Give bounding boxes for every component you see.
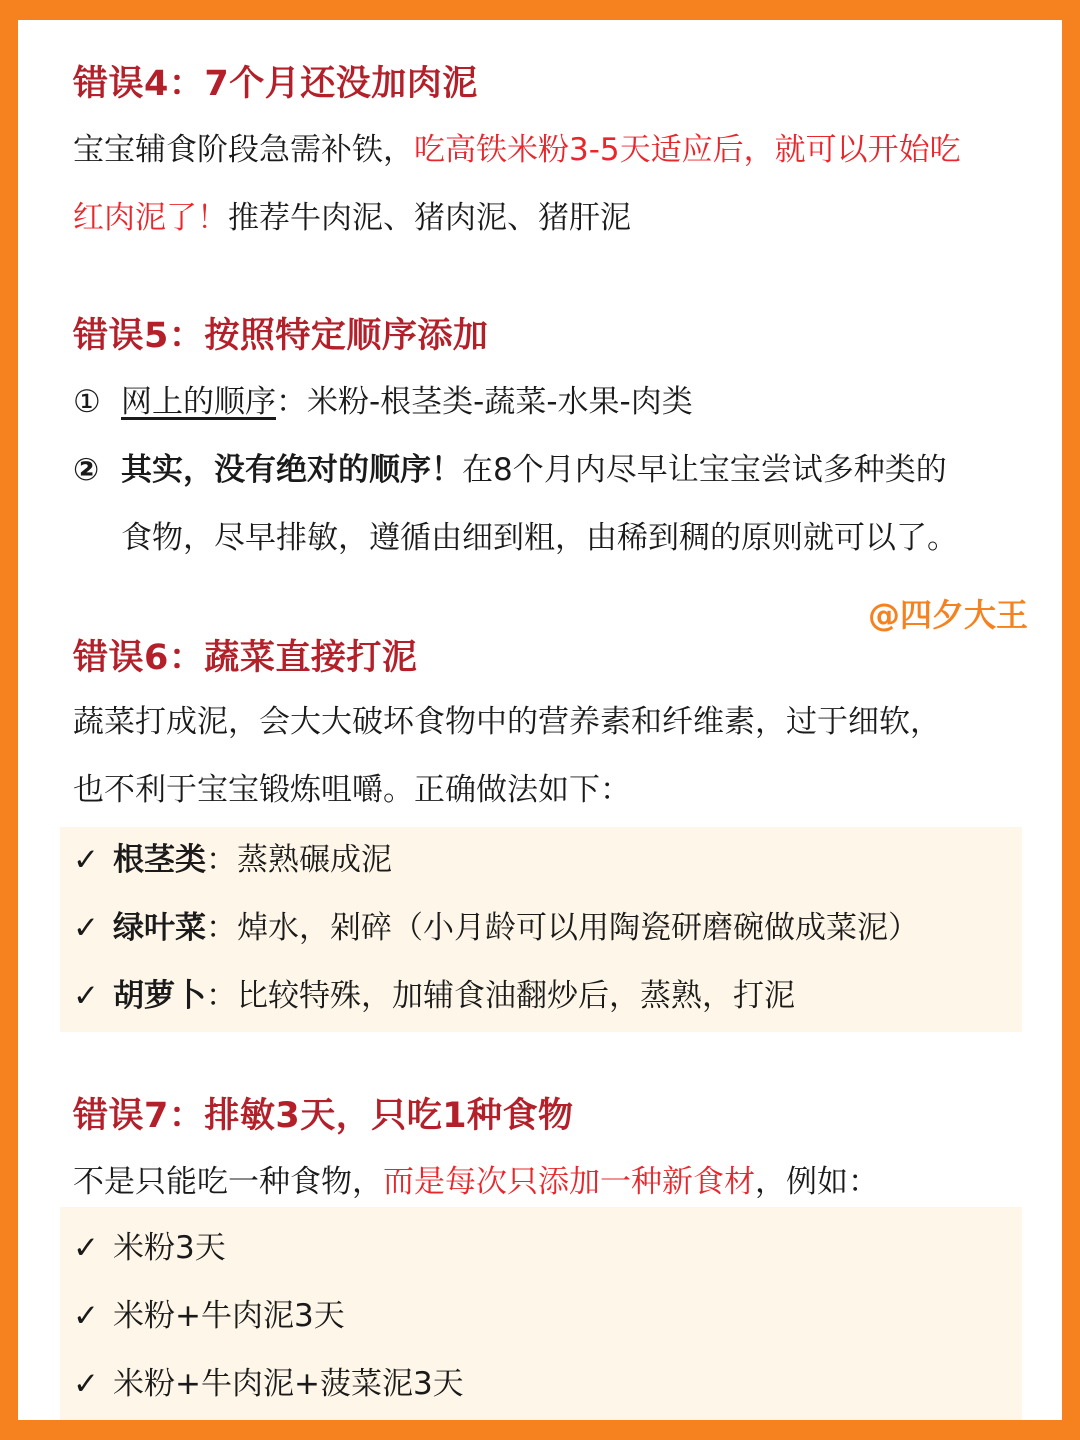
section4-paragraph-line1 (73, 116, 961, 184)
section6-check-1 (73, 826, 392, 894)
section5-item1-label: 网上的顺序 (121, 384, 276, 420)
number-1-icon: ① (73, 384, 101, 420)
section7-title: 错误7：排敏3天，只吃1种食物 (73, 1096, 574, 1136)
check-icon: ✓ (73, 1230, 99, 1266)
section5-item-2-cont: 食物，尽早排敏，遵循由细到粗，由稀到稠的原则就可以了。 (121, 520, 958, 556)
section5-item-1 (73, 368, 693, 436)
section4-highlight: 吃高铁米粉3-5天适应后，就可以开始吃 (414, 132, 961, 168)
check-text: ：比较特殊，加辅食油翻炒后，蒸熟，打泥 (206, 978, 795, 1014)
section4-highlight-2: 红肉泥了！ (73, 200, 228, 236)
check-label: 绿叶菜 (113, 910, 206, 946)
check-text: 米粉+牛肉泥3天 (113, 1298, 345, 1334)
section6-paragraph-line1: 蔬菜打成泥，会大大破坏食物中的营养素和纤维素，过于细软， (73, 704, 941, 740)
section7-highlight: 而是每次只添加一种新食材 (383, 1164, 755, 1200)
section7-paragraph (73, 1148, 879, 1216)
section5-item2-label: 其实，没有绝对的顺序！ (121, 452, 462, 488)
check-text: 米粉3天 (113, 1230, 226, 1266)
section6-title: 错误6：蔬菜直接打泥 (73, 638, 418, 678)
check-icon: ✓ (73, 842, 99, 878)
section6-check-3 (73, 962, 795, 1030)
author-watermark: @四夕大王 (868, 596, 1029, 634)
section4-title: 错误4：7个月还没加肉泥 (73, 64, 478, 104)
section4-text: 宝宝辅食阶段急需补铁， (73, 132, 414, 168)
section7-text-suffix: ，例如： (755, 1164, 879, 1200)
section4-paragraph-line2 (73, 184, 631, 252)
section6-check-2 (73, 894, 919, 962)
check-icon: ✓ (73, 1366, 99, 1402)
check-label: 胡萝卜 (113, 978, 206, 1014)
check-label: 根茎类 (113, 842, 206, 878)
check-icon: ✓ (73, 978, 99, 1014)
number-2-icon: ② (73, 452, 100, 488)
section4-text-2: 推荐牛肉泥、猪肉泥、猪肝泥 (228, 200, 631, 236)
check-text: ：焯水，剁碎（小月龄可以用陶瓷研磨碗做成菜泥） (206, 910, 919, 946)
section7-check-3 (73, 1350, 464, 1418)
section7-check-1 (73, 1214, 226, 1282)
check-icon: ✓ (73, 1298, 99, 1334)
section7-check-2 (73, 1282, 345, 1350)
section5-item2-text: 在8个月内尽早让宝宝尝试多种类的 (462, 452, 947, 488)
check-text: ：蒸熟碾成泥 (206, 842, 392, 878)
check-icon: ✓ (73, 910, 99, 946)
section5-item1-text: ：米粉-根茎类-蔬菜-水果-肉类 (276, 384, 693, 420)
check-text: 米粉+牛肉泥+菠菜泥3天 (113, 1366, 464, 1402)
section7-text: 不是只能吃一种食物， (73, 1164, 383, 1200)
content-card (18, 20, 1062, 1420)
section5-item-2 (73, 436, 947, 504)
section6-paragraph-line2: 也不利于宝宝锻炼咀嚼。正确做法如下： (73, 772, 631, 808)
section5-title: 错误5：按照特定顺序添加 (73, 316, 489, 356)
